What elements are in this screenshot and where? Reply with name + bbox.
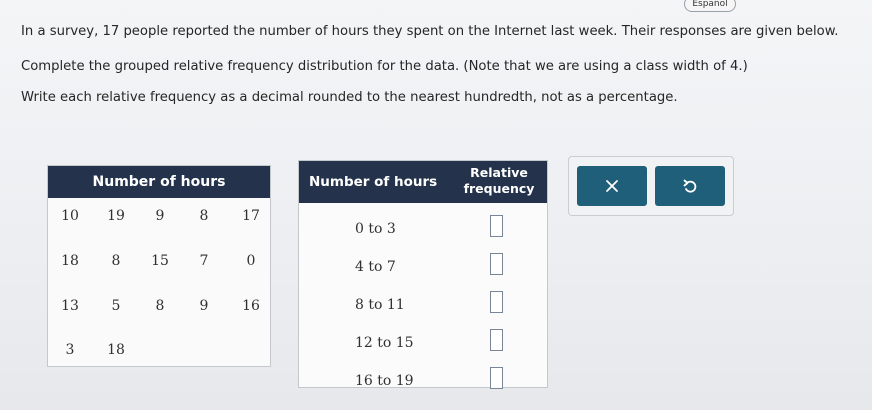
data-cell: 5 <box>111 298 121 314</box>
header-rel-line1: Relative <box>470 165 528 180</box>
survey-data-table <box>47 165 271 367</box>
relative-frequency-table <box>298 160 548 388</box>
data-cell: 17 <box>242 208 260 224</box>
data-cell: 19 <box>107 208 125 224</box>
data-cell: 0 <box>246 253 256 269</box>
undo-icon <box>683 178 697 194</box>
header-number-of-hours: Number of hours <box>309 174 438 190</box>
data-cell: 9 <box>155 208 165 224</box>
header-rel-line2: frequency <box>463 181 535 196</box>
data-cell: 18 <box>107 342 125 358</box>
data-cell: 8 <box>155 298 165 314</box>
class-range: 0 to 3 <box>355 221 396 237</box>
class-range: 16 to 19 <box>355 373 414 389</box>
prompt-line-1: In a survey, 17 people reported the number of hours they spent on the Internet last week. Their responses are given below. <box>21 24 839 39</box>
data-cell: 8 <box>111 253 121 269</box>
data-cell: 3 <box>65 342 75 358</box>
class-row <box>299 211 547 249</box>
class-row <box>299 363 547 401</box>
clear-button[interactable] <box>577 166 647 206</box>
class-row <box>299 287 547 325</box>
data-cell: 18 <box>61 253 79 269</box>
prompt-line-3: Write each relative frequency as a decimal rounded to the nearest hundredth, not as a percentage. <box>21 90 678 105</box>
data-cell: 10 <box>61 208 79 224</box>
data-table-body <box>48 198 270 366</box>
relative-frequency-input[interactable] <box>490 367 503 389</box>
class-range: 8 to 11 <box>355 297 405 313</box>
relative-frequency-input[interactable] <box>490 253 503 275</box>
data-table-title: Number of hours <box>48 166 270 198</box>
relative-frequency-input[interactable] <box>490 291 503 313</box>
close-icon <box>605 179 619 193</box>
data-cell: 8 <box>199 208 209 224</box>
action-panel <box>568 156 734 216</box>
data-cell: 7 <box>199 253 209 269</box>
data-cell: 13 <box>61 298 79 314</box>
relative-frequency-input[interactable] <box>490 215 503 237</box>
prompt-line-2: Complete the grouped relative frequency distribution for the data. (Note that we are using a class width of 4.) <box>21 59 748 74</box>
data-cell: 15 <box>151 253 169 269</box>
relative-frequency-input[interactable] <box>490 329 503 351</box>
retry-button[interactable] <box>655 166 725 206</box>
espanol-button[interactable]: Español <box>684 0 736 12</box>
class-row <box>299 325 547 363</box>
class-row <box>299 249 547 287</box>
class-range: 12 to 15 <box>355 335 414 351</box>
data-cell: 9 <box>199 298 209 314</box>
freq-table-header <box>299 161 547 203</box>
class-range: 4 to 7 <box>355 259 396 275</box>
data-cell: 16 <box>242 298 260 314</box>
header-relative-frequency <box>459 165 539 197</box>
